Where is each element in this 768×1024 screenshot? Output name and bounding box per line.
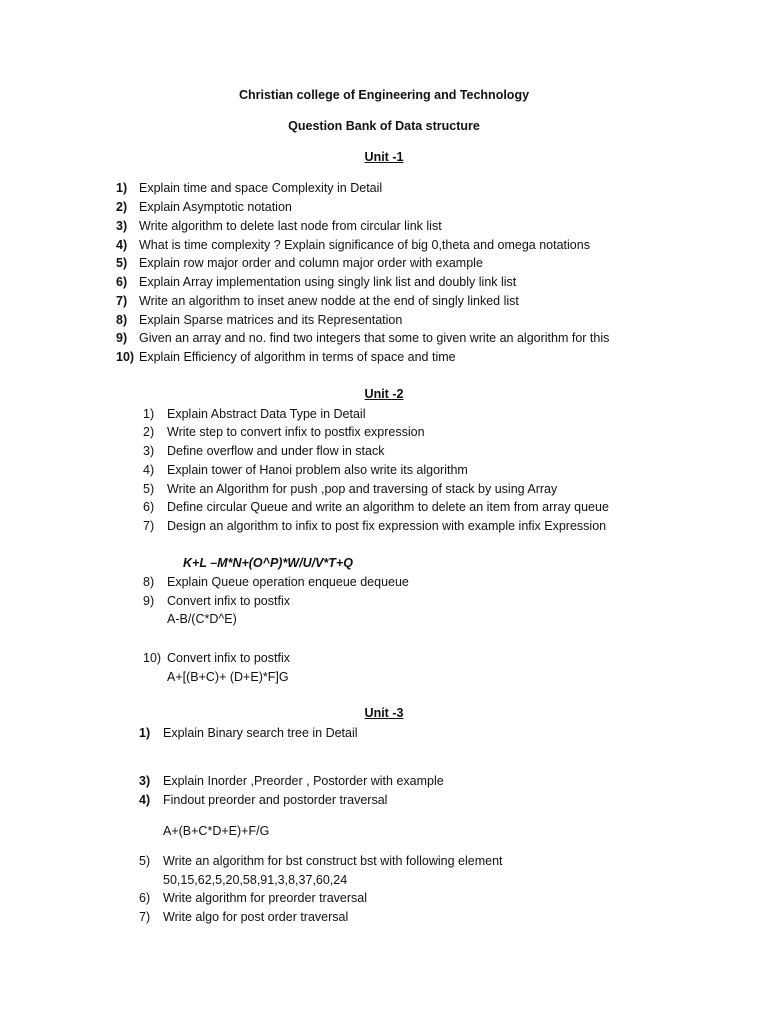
question-number: 8)	[116, 313, 128, 327]
question-number: 6)	[139, 891, 151, 905]
question-text: Write algorithm to delete last node from circular link list	[139, 219, 442, 233]
unit-1-heading-text: Unit -1	[364, 150, 404, 164]
unit-3-heading	[0, 706, 768, 720]
question-number: 4)	[143, 463, 155, 477]
question-text: Explain Abstract Data Type in Detail	[167, 407, 366, 421]
question-number: 9)	[116, 331, 128, 345]
traversal-expression: A+(B+C*D+E)+F/G	[163, 824, 270, 838]
question-number: 5)	[116, 256, 128, 270]
question-number: 6)	[143, 500, 155, 514]
question-number: 3)	[116, 219, 128, 233]
question-number: 4)	[139, 793, 151, 807]
question-text: Explain Inorder ,Preorder , Postorder with example	[163, 774, 444, 788]
question-text: Design an algorithm to infix to post fix expression with example infix Expression	[167, 519, 607, 533]
question-text: Write algorithm for preorder traversal	[163, 891, 368, 905]
question-text: Explain row major order and column major order with example	[139, 256, 483, 270]
question-bank-title: Question Bank of Data structure	[288, 119, 480, 133]
question-number: 10)	[143, 651, 162, 665]
question-number: 6)	[116, 275, 128, 289]
question-text: Write an Algorithm for push ,pop and traversing of stack by using Array	[167, 482, 558, 496]
question-text: Write algo for post order traversal	[163, 910, 349, 924]
unit-2-heading	[0, 387, 768, 401]
question-number: 1)	[143, 407, 155, 421]
question-text: Explain Array implementation using singly link list and doubly link list	[139, 275, 517, 289]
question-text: Given an array and no. find two integers that some to given write an algorithm for this	[139, 331, 610, 345]
question-number: 1)	[116, 181, 128, 195]
question-text: Explain Binary search tree in Detail	[163, 726, 358, 740]
question-text: What is time complexity ? Explain significance of big 0,theta and omega notations	[139, 238, 590, 252]
question-number: 7)	[143, 519, 155, 533]
question-text: Explain Asymptotic notation	[139, 200, 292, 214]
unit-3-heading-text: Unit -3	[364, 706, 404, 720]
question-text: Explain tower of Hanoi problem also write its algorithm	[167, 463, 468, 477]
question-number: 9)	[143, 594, 155, 608]
question-text: Convert infix to postfix	[167, 594, 290, 608]
college-title: Christian college of Engineering and Technology	[238, 88, 530, 102]
question-number: 4)	[116, 238, 128, 252]
question-number: 5)	[143, 482, 155, 496]
question-number: 10)	[116, 350, 135, 364]
infix-expression: A-B/(C*D^E)	[167, 612, 237, 626]
question-number: 7)	[139, 910, 151, 924]
question-text: Convert infix to postfix	[167, 651, 290, 665]
question-text: Write step to convert infix to postfix expression	[167, 425, 425, 439]
question-number: 3)	[139, 774, 151, 788]
question-number: 5)	[139, 854, 151, 868]
question-text: Define circular Queue and write an algorithm to delete an item from array queue	[167, 500, 609, 514]
infix-expression-example: K+L –M*N+(O^P)*W/U/V*T+Q	[183, 556, 353, 570]
question-text: Findout preorder and postorder traversal	[163, 793, 388, 807]
question-number: 7)	[116, 294, 128, 308]
bst-element-list: 50,15,62,5,20,58,91,3,8,37,60,24	[163, 873, 348, 887]
question-number: 2)	[143, 425, 155, 439]
question-text: Define overflow and under flow in stack	[167, 444, 385, 458]
question-text: Explain time and space Complexity in Detail	[139, 181, 383, 195]
question-number: 8)	[143, 575, 155, 589]
unit-2-heading-text: Unit -2	[364, 387, 404, 401]
question-text: Explain Efficiency of algorithm in terms of space and time	[139, 350, 456, 364]
question-number: 2)	[116, 200, 128, 214]
question-text: Write an algorithm to inset anew nodde at the end of singly linked list	[139, 294, 519, 308]
question-number: 3)	[143, 444, 155, 458]
question-text: Explain Sparse matrices and its Representation	[139, 313, 403, 327]
question-text: Write an algorithm for bst construct bst with following element	[163, 854, 503, 868]
infix-expression: A+[(B+C)+ (D+E)*F]G	[167, 670, 289, 684]
question-number: 1)	[139, 726, 151, 740]
unit-1-heading	[0, 150, 768, 164]
question-text: Explain Queue operation enqueue dequeue	[167, 575, 409, 589]
